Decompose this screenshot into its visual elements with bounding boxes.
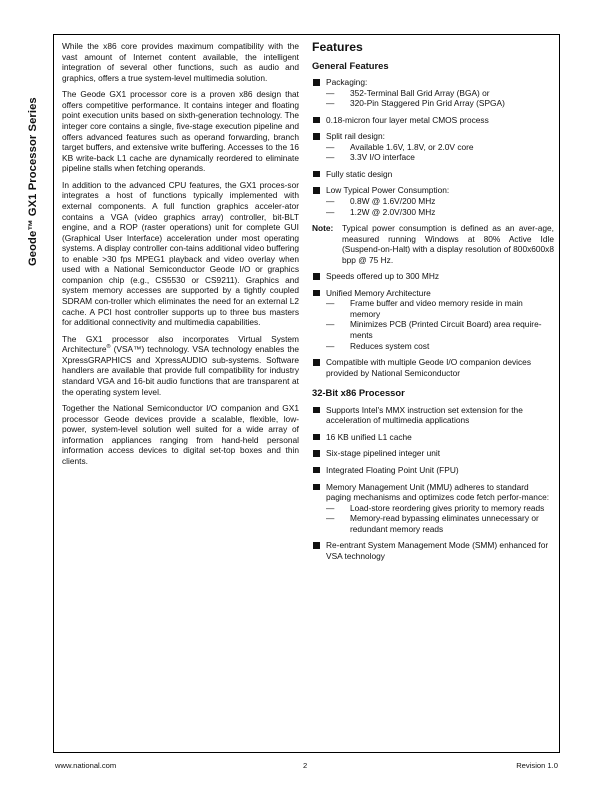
note-text: Typical power consumption is defined as an aver-age, measured running Windows at 80% Active Idle (Suspend-on-Halt) with a display resolution of 800x600x8 bpp @ 75 Hz. — [342, 223, 554, 265]
feature-subitem — [326, 98, 554, 109]
paragraph-core: The Geode GX1 processor core is a proven x86 design that offers competitive performance. It contains integer and floating point execution units based on sixth-generation technology. The integer core contains a single, five-stage execution pipeline and offers advanced features such as operand forwarding, branch target buffers, and extensive write buffering. Accesses to the 16 KB write-back L1 cache are dynamically reordered to eliminate pipeline stalls when fetching operands. — [62, 89, 299, 174]
feature-item — [312, 271, 554, 282]
bullet-square-icon — [313, 171, 320, 178]
feature-item — [312, 405, 554, 426]
paragraph-vsa — [62, 334, 299, 397]
bullet-square-icon — [313, 434, 320, 441]
feature-text: 16 KB unified L1 cache — [326, 431, 412, 442]
feature-item — [312, 77, 554, 109]
subitem-text: Available 1.6V, 1.8V, or 2.0V core — [350, 141, 474, 152]
feature-subitem — [326, 513, 554, 534]
feature-text: Packaging: — [326, 77, 368, 88]
feature-subitem — [326, 298, 554, 319]
bullet-square-icon — [313, 79, 320, 86]
bullet-square-icon — [313, 467, 320, 474]
feature-text: Speeds offered up to 300 MHz — [326, 271, 440, 282]
feature-item — [312, 185, 554, 217]
dash-icon: — — [326, 206, 335, 217]
feature-item — [312, 540, 554, 561]
feature-subitem — [326, 142, 554, 153]
bullet-square-icon — [313, 407, 320, 414]
feature-text: Six-stage pipelined integer unit — [326, 448, 441, 459]
feature-item — [312, 465, 554, 476]
feature-subitem — [326, 341, 554, 352]
subitem-text: Frame buffer and video memory reside in main memory — [350, 298, 523, 319]
feature-item — [312, 432, 554, 443]
right-column — [312, 40, 554, 567]
footer-revision: Revision 1.0 — [516, 761, 558, 770]
bullet-square-icon — [313, 290, 320, 297]
feature-text: Re-entrant System Management Mode (SMM) enhanced for VSA technology — [326, 540, 549, 561]
bullet-square-icon — [313, 542, 320, 549]
subitem-text: Memory-read bypassing eliminates unnecessary or redundant memory reads — [350, 513, 539, 534]
bullet-square-icon — [313, 450, 320, 457]
feature-text: Memory Management Unit (MMU) adheres to standard paging mechanisms and optimizes code fetch perfor-mance: — [326, 481, 550, 503]
bullet-square-icon — [313, 484, 320, 491]
dash-icon: — — [326, 87, 335, 98]
subitem-text: Minimizes PCB (Printed Circuit Board) area require-ments — [350, 319, 542, 341]
feature-item — [312, 169, 554, 180]
dash-icon: — — [326, 502, 335, 513]
registered-mark: ® — [106, 344, 111, 351]
dash-icon: — — [326, 152, 335, 163]
bullet-square-icon — [313, 359, 320, 366]
features-title: Features — [312, 40, 363, 54]
note-block — [312, 223, 554, 265]
dash-icon: — — [326, 513, 335, 524]
feature-text: Low Typical Power Consumption: — [326, 185, 450, 196]
subitem-text: 3.3V I/O interface — [350, 152, 415, 163]
paragraph-intro: While the x86 core provides maximum compatibility with the vast amount of Internet content available, the intelligent integration of several other functions, such as audio and graphics, offers a true system-level multimedia solution. — [62, 41, 299, 83]
feature-subitem — [326, 152, 554, 163]
dash-icon: — — [326, 196, 335, 207]
subitem-text: Reduces system cost — [350, 340, 430, 351]
feature-text: Compatible with multiple Geode I/O companion devices provided by National Semiconductor — [326, 357, 531, 378]
paragraph-integration: In addition to the advanced CPU features, the GX1 proces-sor integrates a host of functions typically implemented with external components. A full function graphics acceler-ator contains a VGA (video graphics array) controller, bit-BLT engine, and a ROP (raster operations) unit for complete GUI (Graphical User Interface) acceleration under most operating systems. A display controller con-tains additional video buffering to enable >30 fps MPEG1 playback and video overlay when used with a National Semiconductor Geode I/O or graphics companion chip (e.g., CS5530 or CS9211). Graphics and system memory accesses are supported by a tightly coupled SDRAM con-troller which eliminates the need for an external L2 cache. A PCI host controller supports up to three bus masters for additional connectivity and multimedia capabilities. — [62, 179, 299, 328]
feature-item — [312, 448, 554, 459]
dash-icon: — — [326, 141, 335, 152]
feature-item — [312, 357, 554, 378]
feature-subitem — [326, 196, 554, 207]
vsa-text-after: (VSA™) technology. VSA technology enables the XpressGRAPHICS and XpressAUDIO sub-systems. Software handlers are available that provide full compatibility for industry standard VGA and 16-bit audio functions that are transparent at the operating system level. — [62, 344, 299, 397]
feature-text: Integrated Floating Point Unit (FPU) — [326, 464, 459, 475]
footer-website: www.national.com — [55, 761, 117, 770]
left-column — [62, 41, 299, 473]
bullet-square-icon — [313, 273, 320, 280]
subitem-text: 352-Terminal Ball Grid Array (BGA) or — [350, 87, 490, 98]
feature-subitem — [326, 88, 554, 99]
feature-subitem — [326, 207, 554, 218]
note-label: Note: — [312, 223, 334, 234]
dash-icon: — — [326, 319, 335, 330]
dash-icon: — — [326, 340, 335, 351]
dash-icon: — — [326, 298, 335, 309]
feature-text: Supports Intel's MMX instruction set extension for the acceleration of multimedia applications — [326, 404, 523, 426]
section-heading: 32-Bit x86 Processor — [312, 387, 405, 399]
bullet-square-icon — [313, 117, 320, 124]
subitem-text: Load-store reordering gives priority to memory reads — [350, 502, 545, 513]
feature-item — [312, 115, 554, 126]
feature-text: 0.18-micron four layer metal CMOS process — [326, 114, 489, 125]
feature-item — [312, 131, 554, 163]
feature-text: Split rail design: — [326, 131, 385, 142]
feature-subitem — [326, 319, 554, 340]
feature-text: Unified Memory Architecture — [326, 287, 431, 298]
footer-page-number: 2 — [303, 761, 308, 770]
bullet-square-icon — [313, 133, 320, 140]
feature-subitem — [326, 503, 554, 514]
side-title: Geode™ GX1 Processor Series — [27, 97, 39, 266]
vsa-text-before: The GX1 processor also incorporates Virtual System Architecture — [62, 333, 299, 355]
feature-sections — [312, 61, 554, 562]
paragraph-closing: Together the National Semiconductor I/O companion and GX1 processor Geode devices provide a scalable, flexible, low-power, system-level solution well suited for a wide array of information appliances ranging from hand-held personal information access devices to digital set-top boxes and thin clients. — [62, 403, 299, 466]
subitem-text: 0.8W @ 1.6V/200 MHz — [350, 196, 436, 207]
dash-icon: — — [326, 98, 335, 109]
feature-item — [312, 288, 554, 351]
subitem-text: 1.2W @ 2.0V/300 MHz — [350, 206, 436, 217]
feature-item — [312, 482, 554, 535]
subitem-text: 320-Pin Staggered Pin Grid Array (SPGA) — [350, 98, 505, 109]
feature-text: Fully static design — [326, 168, 393, 179]
section-heading: General Features — [312, 59, 389, 71]
bullet-square-icon — [313, 187, 320, 194]
